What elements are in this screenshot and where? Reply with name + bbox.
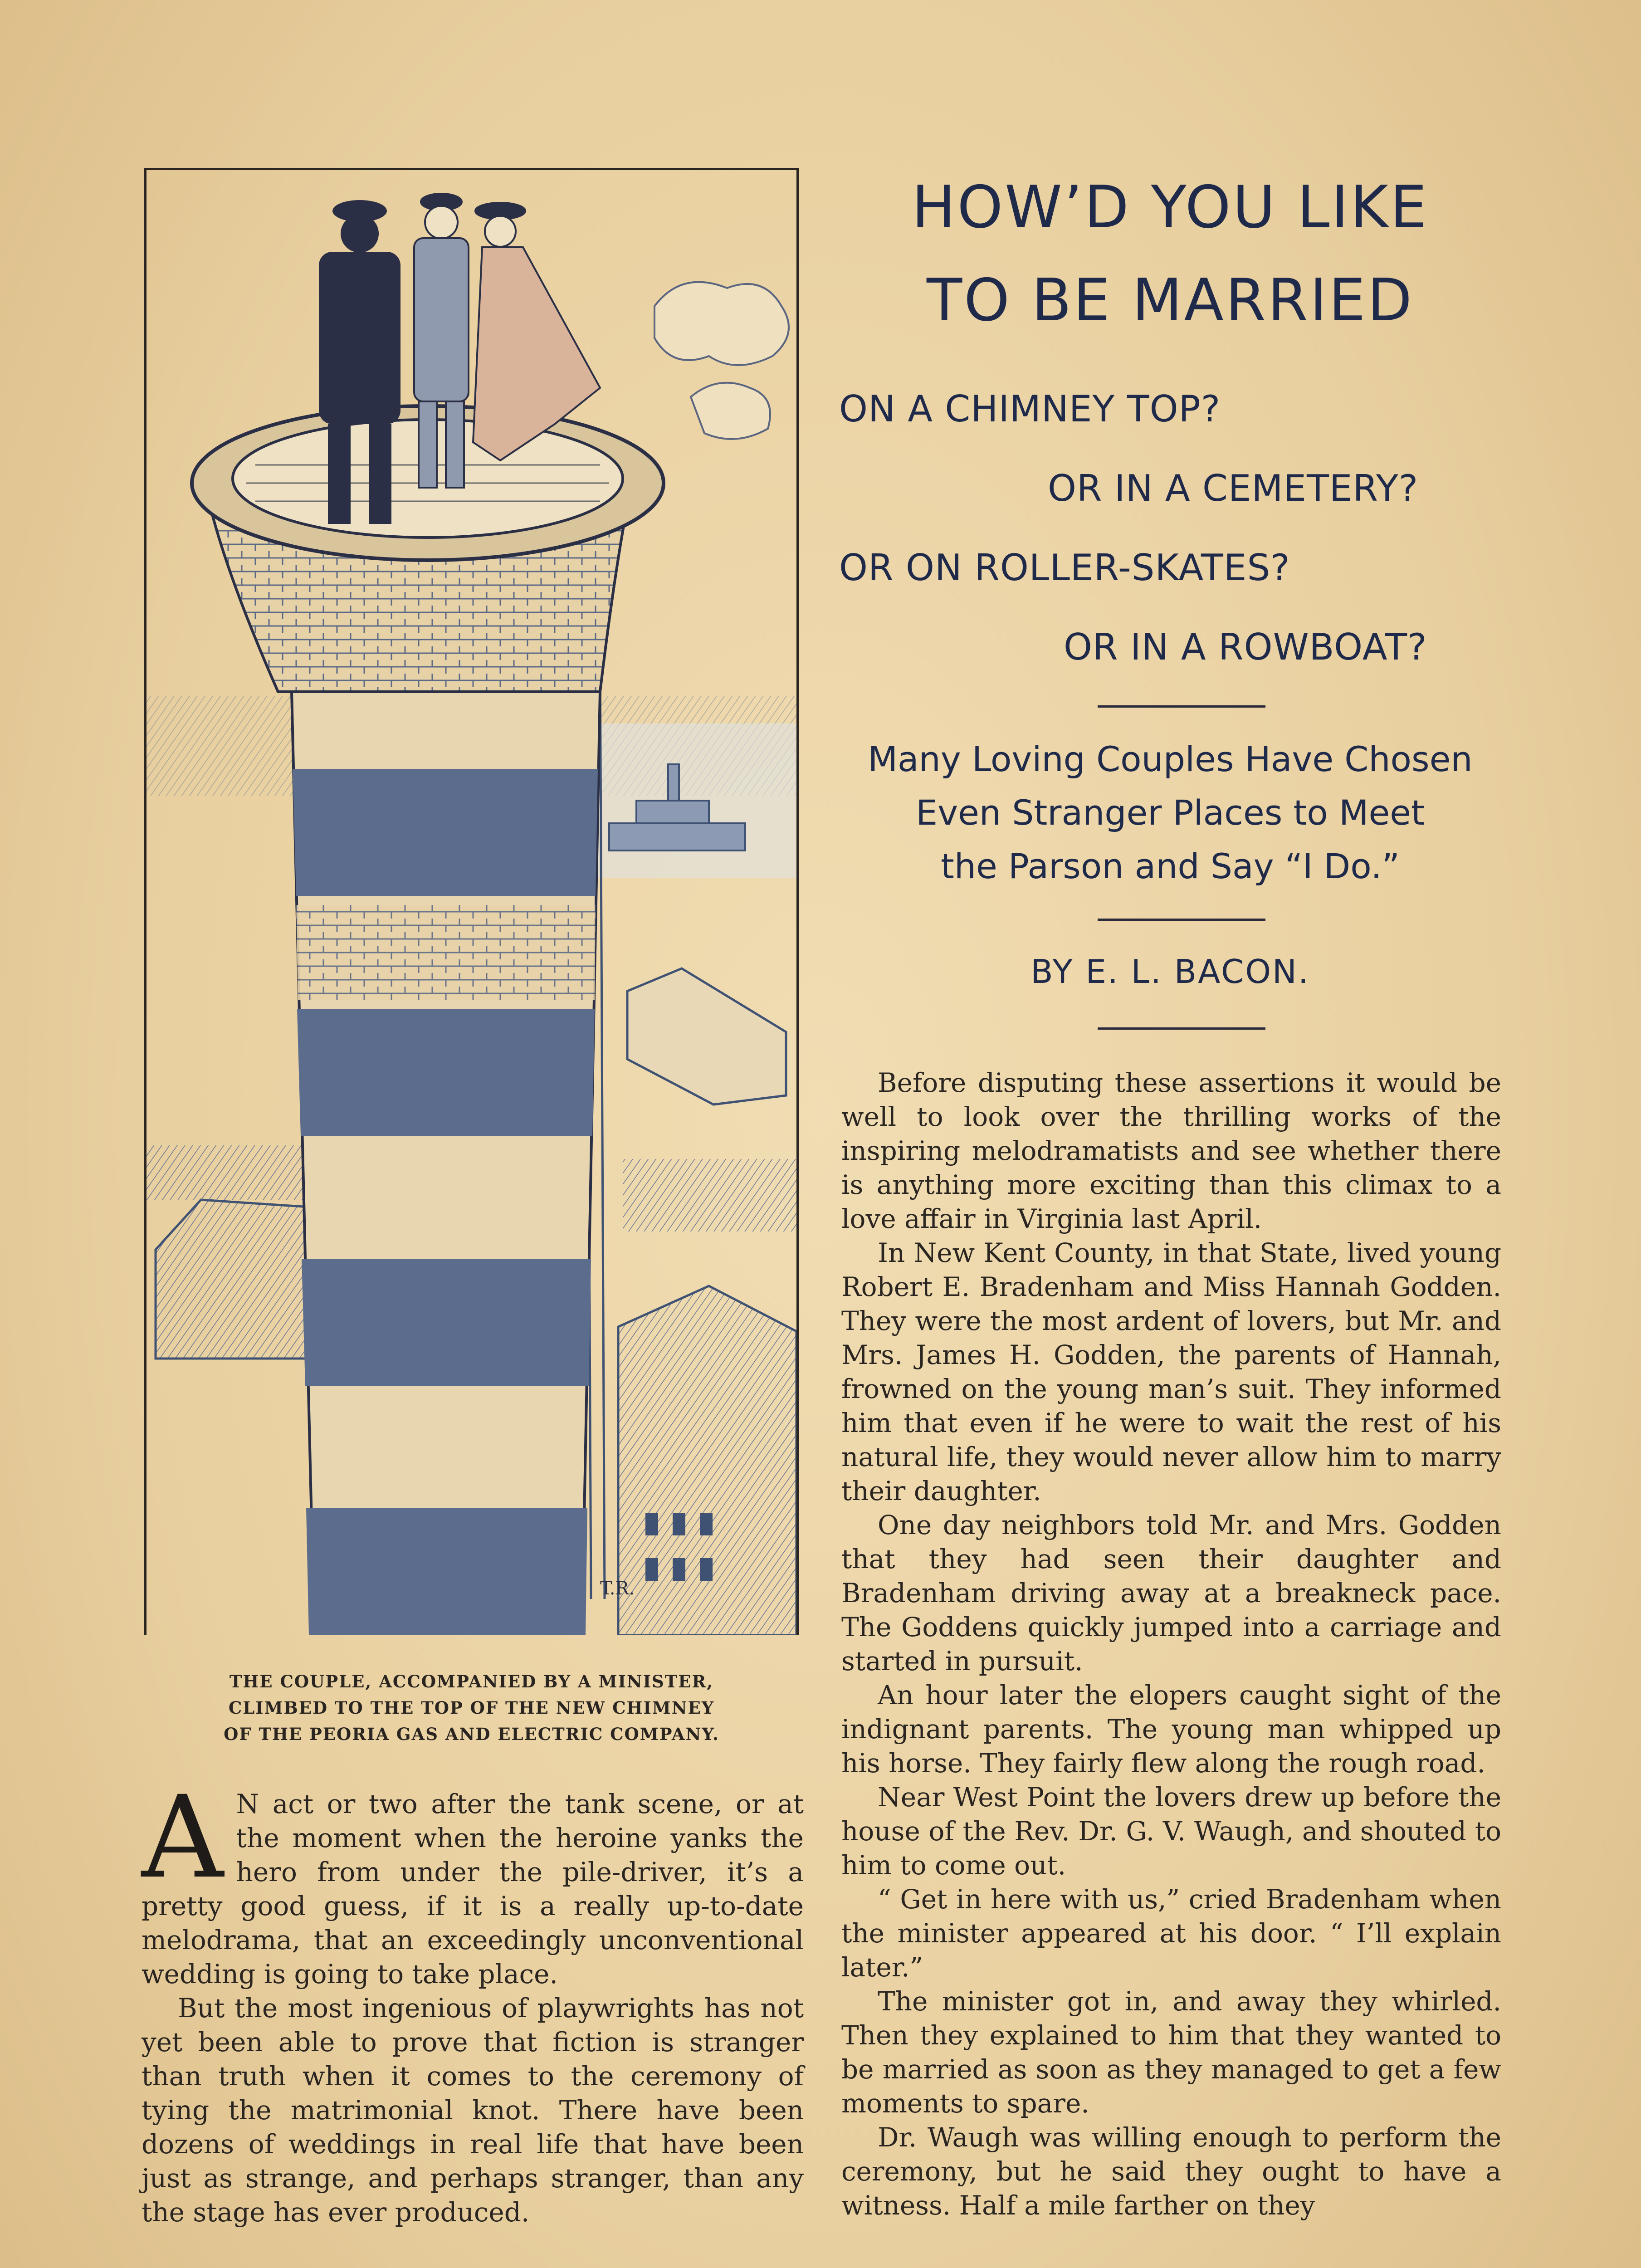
drop-cap: A [142,1771,224,1903]
question-roller-skates: OR ON ROLLER-SKATES? [839,547,1290,589]
divider-rule [1098,1027,1265,1030]
body-paragraph: Before disputing these assertions it would be well to look over the thrilling works of the inspiring melodramatists and see whether there is anything more exciting than this climax to a love affair in Virginia last April. [841,1067,1501,1234]
article-headline [839,161,1501,347]
question-chimney: ON A CHIMNEY TOP? [839,388,1221,430]
byline: BY E. L. BACON. [1031,953,1310,991]
right-warehouse [627,968,786,1105]
illustration-signature: T.R. [600,1578,635,1599]
illustration-frame [144,168,799,1635]
opening-paragraph: A N act or two after the tank scene, or at the moment when the heroine yanks the hero from under the pile-driver, it’s a pretty good guess, if it is a really up-to-date melodrama, that an exceedingly unconventional wedding is going to take place. [142,1771,804,1989]
crowd-right [623,1159,796,1232]
divider-rule [1098,919,1265,921]
bride-figure [473,203,600,460]
body-paragraph: The minister got in, and away they whirled. Then they explained to him that they wanted to be married as soon as they managed to get a few moments to spare. [841,1986,1501,2119]
body-paragraph: One day neighbors told Mr. and Mrs. Godden that they had seen their daughter and Bradenham driving away at a breakneck pace. The Goddens quickly jumped into a carriage and started in pursuit. [841,1510,1501,1677]
body-paragraph: Dr. Waugh was willing enough to perform the ceremony, but he said they ought to have a witness. Half a mile farther on they [841,2122,1501,2221]
left-column [142,1771,804,2229]
body-paragraph: An hour later the elopers caught sight of the indignant parents. The young man whipped up his horse. They fairly flew along the rough road. [841,1680,1501,1779]
deck-line: Even Stranger Places to Meet [916,792,1425,833]
right-column [841,1066,1501,2223]
article-deck [825,733,1515,893]
headline-line-2: TO BE MARRIED [926,267,1414,334]
illustration-caption [144,1668,799,1747]
chimney-drawing [192,406,664,1635]
caption-line: CLIMBED TO THE TOP OF THE NEW CHIMNEY [228,1698,715,1718]
body-paragraph: “ Get in here with us,” cried Bradenham when the minister appeared at his door. “ I’ll explain later.” [841,1884,1501,1983]
body-paragraph: But the most ingenious of playwrights has not yet been able to prove that fiction is stranger than truth when it comes to the ceremony of tying the matrimonial knot. There have been dozens of weddings in real life that have been just as strange, and perhaps stranger, than any the stage has ever produced. [142,1993,804,2228]
cloud-shape [691,383,770,439]
headline-line-1: HOW’D YOU LIKE [912,174,1429,241]
body-paragraph: Near West Point the lovers drew up before the house of the Rev. Dr. G. V. Waugh, and shouted to him to come out. [841,1782,1501,1881]
caption-line: OF THE PEORIA GAS AND ELECTRIC COMPANY. [224,1724,719,1744]
caption-line: THE COUPLE, ACCOMPANIED BY A MINISTER, [229,1672,714,1691]
cloud-shape [654,282,789,365]
body-paragraph: In New Kent County, in that State, lived young Robert E. Bradenham and Miss Hannah Godden. They were the most ardent of lovers, but Mr. and Mrs. James H. Godden, the parents of Hannah, frowned on the young man’s suit. They informed him that even if he were to wait the rest of his natural life, they would never allow him to marry their daughter. [841,1237,1501,1506]
question-rowboat: OR IN A ROWBOAT? [1064,626,1427,668]
question-cemetery: OR IN A CEMETERY? [1048,467,1419,509]
chimney-illustration [147,170,796,1635]
deck-line: Many Loving Couples Have Chosen [868,739,1473,779]
right-building [618,1286,796,1635]
divider-rule [1098,705,1265,708]
deck-line: the Parson and Say “I Do.” [941,846,1400,886]
